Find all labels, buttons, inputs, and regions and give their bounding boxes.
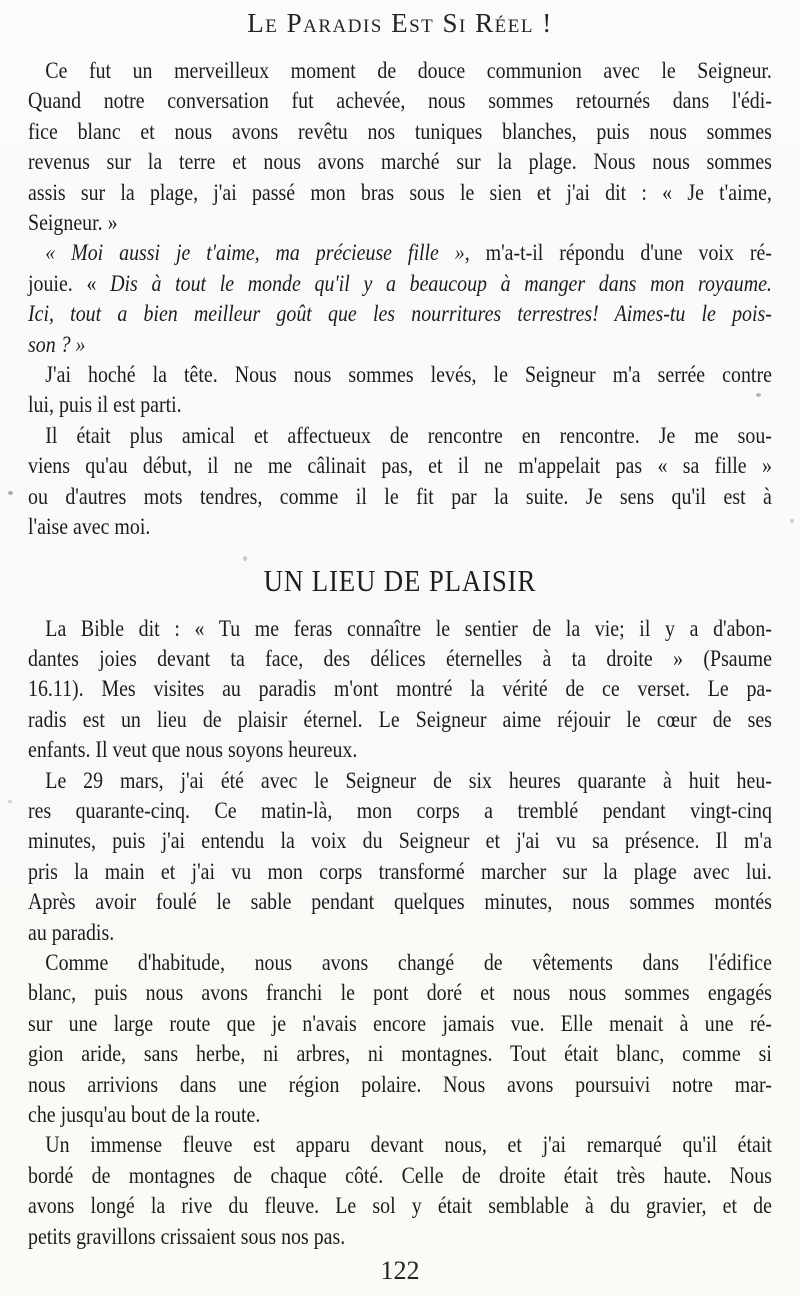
text-line [28, 360, 772, 390]
text-segment: Ce fut un merveilleux moment de douce communion avec le Seigneur. [45, 58, 772, 83]
scan-speck [243, 556, 247, 561]
text-segment: viens qu'au début, il ne me câlinait pas, et il ne m'appelait pas « sa fille » [28, 453, 772, 479]
text-line [28, 887, 772, 917]
text-line [28, 735, 772, 765]
text-line [28, 117, 772, 147]
scan-speck [790, 519, 794, 523]
text-line [28, 482, 772, 512]
paragraph [28, 614, 772, 766]
text-line [28, 147, 772, 177]
text-segment: radis est un lieu de plaisir éternel. Le Seigneur aime réjouir le cœur de ses [28, 706, 772, 732]
text-segment: La Bible dit : « Tu me feras connaître le sentier de la vie; il y a d'abon- [45, 615, 772, 641]
text-line [28, 269, 772, 299]
text-segment: revenus sur la terre et nous avons marché sur la plage. Nous nous sommes [28, 149, 772, 175]
text-segment: sur une large route que je n'avais encore jamais vue. Elle menait à une ré- [28, 1010, 772, 1036]
text-segment: fice blanc et nous avons revêtu nos tuniques blanches, puis nous sommes [28, 118, 772, 144]
text-segment: J'ai hoché la tête. Nous nous sommes levés, le Seigneur m'a serrée contre [45, 362, 772, 388]
text-segment: pris la main et j'ai vu mon corps transformé marcher sur la plage avec lui. [28, 858, 772, 884]
text-segment: Dis à tout le monde qu'il y a beaucoup à manger dans mon royaume. [110, 270, 772, 296]
text-segment: petits gravillons crissaient sous nos pas. [28, 1223, 346, 1249]
text-line [28, 178, 772, 208]
text-line [28, 1222, 772, 1252]
page-body [28, 56, 772, 1252]
text-line [28, 1070, 772, 1100]
text-segment: 16.11). Mes visites au paradis m'ont montré la vérité de ce verset. Le pa- [28, 676, 772, 702]
scan-speck [8, 491, 13, 495]
text-line [28, 451, 772, 481]
text-line [28, 208, 772, 238]
text-segment: Ici, tout a bien meilleur goût que les nourritures terrestres! Aimes-tu le pois- [28, 301, 772, 327]
paragraph [28, 766, 772, 948]
text-segment: nous arrivions dans une région polaire. Nous avons poursuivi notre mar- [28, 1071, 772, 1097]
text-line [28, 674, 772, 704]
text-line [28, 644, 772, 674]
text-line [28, 1039, 772, 1069]
text-line [28, 299, 772, 329]
paragraph [28, 948, 772, 1130]
text-line [28, 857, 772, 887]
text-segment: bordé de montagnes de chaque côté. Celle de droite était très haute. Nous [28, 1162, 772, 1188]
section-heading: UN LIEU DE PLAISIR [263, 562, 537, 598]
text-segment: minutes, puis j'ai entendu la voix du Seigneur et j'ai vu sa présence. Il m'a [28, 828, 772, 854]
text-line [28, 1161, 772, 1191]
text-segment: lui, puis il est parti. [28, 392, 182, 418]
text-segment: avons longé la rive du fleuve. Le sol y était semblable à du gravier, et de [28, 1193, 772, 1219]
text-segment: Comme d'habitude, nous avons changé de vêtements dans l'édifice [45, 949, 772, 975]
text-segment: , m'a-t-il répondu d'une voix ré- [464, 240, 772, 266]
text-segment: son ? » [28, 331, 86, 357]
text-segment: blanc, puis nous avons franchi le pont doré et nous nous sommes engagés [28, 980, 772, 1006]
text-segment: Seigneur. » [28, 210, 118, 236]
text-segment: Le 29 mars, j'ai été avec le Seigneur de six heures quarante à huit heu- [45, 767, 772, 793]
text-line [28, 330, 772, 360]
text-line [28, 512, 772, 542]
text-segment: enfants. Il veut que nous soyons heureux. [28, 737, 358, 763]
text-segment: ou d'autres mots tendres, comme il le fit par la suite. Je sens qu'il est à [28, 483, 772, 509]
paragraph [28, 421, 772, 543]
page-number: 122 [380, 1256, 420, 1285]
text-line [28, 614, 772, 644]
text-segment: Un immense fleuve est apparu devant nous, et j'ai remarqué qu'il était [45, 1132, 772, 1158]
text-line [28, 1130, 772, 1160]
text-segment: Quand notre conversation fut achevée, nous sommes retournés dans l'édi- [28, 88, 772, 114]
text-segment: gion aride, sans herbe, ni arbres, ni montagnes. Tout était blanc, comme si [28, 1041, 772, 1067]
text-line [28, 390, 772, 420]
running-header: Le Paradis Est Si Réel ! [247, 8, 553, 38]
text-segment: Après avoir foulé le sable pendant quelques minutes, nous sommes montés [28, 889, 772, 915]
paragraph [28, 360, 772, 421]
text-line [28, 421, 772, 451]
paragraph [28, 238, 772, 360]
text-line [28, 796, 772, 826]
paragraph [28, 56, 772, 238]
text-line [28, 766, 772, 796]
text-line [28, 705, 772, 735]
text-segment: dantes joies devant ta face, des délices éternelles à ta droite » (Psaume [28, 645, 772, 671]
text-segment: « Moi aussi je t'aime, ma précieuse fille » [45, 240, 465, 266]
text-line [28, 978, 772, 1008]
text-line [28, 918, 772, 948]
text-segment: che jusqu'au bout de la route. [28, 1102, 261, 1127]
text-segment: res quarante-cinq. Ce matin-là, mon corps a tremblé pendant vingt-cinq [28, 797, 772, 823]
text-segment: assis sur la plage, j'ai passé mon bras sous le sien et j'ai dit : « Je t'aime, [28, 179, 772, 205]
text-line [28, 238, 772, 268]
text-line [28, 86, 772, 116]
text-segment: Il était plus amical et affectueux de rencontre en rencontre. Je me sou- [45, 422, 772, 448]
text-line [28, 826, 772, 856]
text-segment: jouie. « [28, 270, 111, 296]
paragraph [28, 1130, 772, 1252]
scan-speck [8, 800, 12, 803]
text-segment: au paradis. [28, 919, 115, 945]
text-line [28, 56, 772, 86]
scan-speck [756, 393, 761, 397]
text-line [28, 1191, 772, 1221]
text-line [28, 948, 772, 978]
text-line [28, 1009, 772, 1039]
text-line [28, 1100, 772, 1130]
text-segment: l'aise avec moi. [28, 514, 151, 540]
